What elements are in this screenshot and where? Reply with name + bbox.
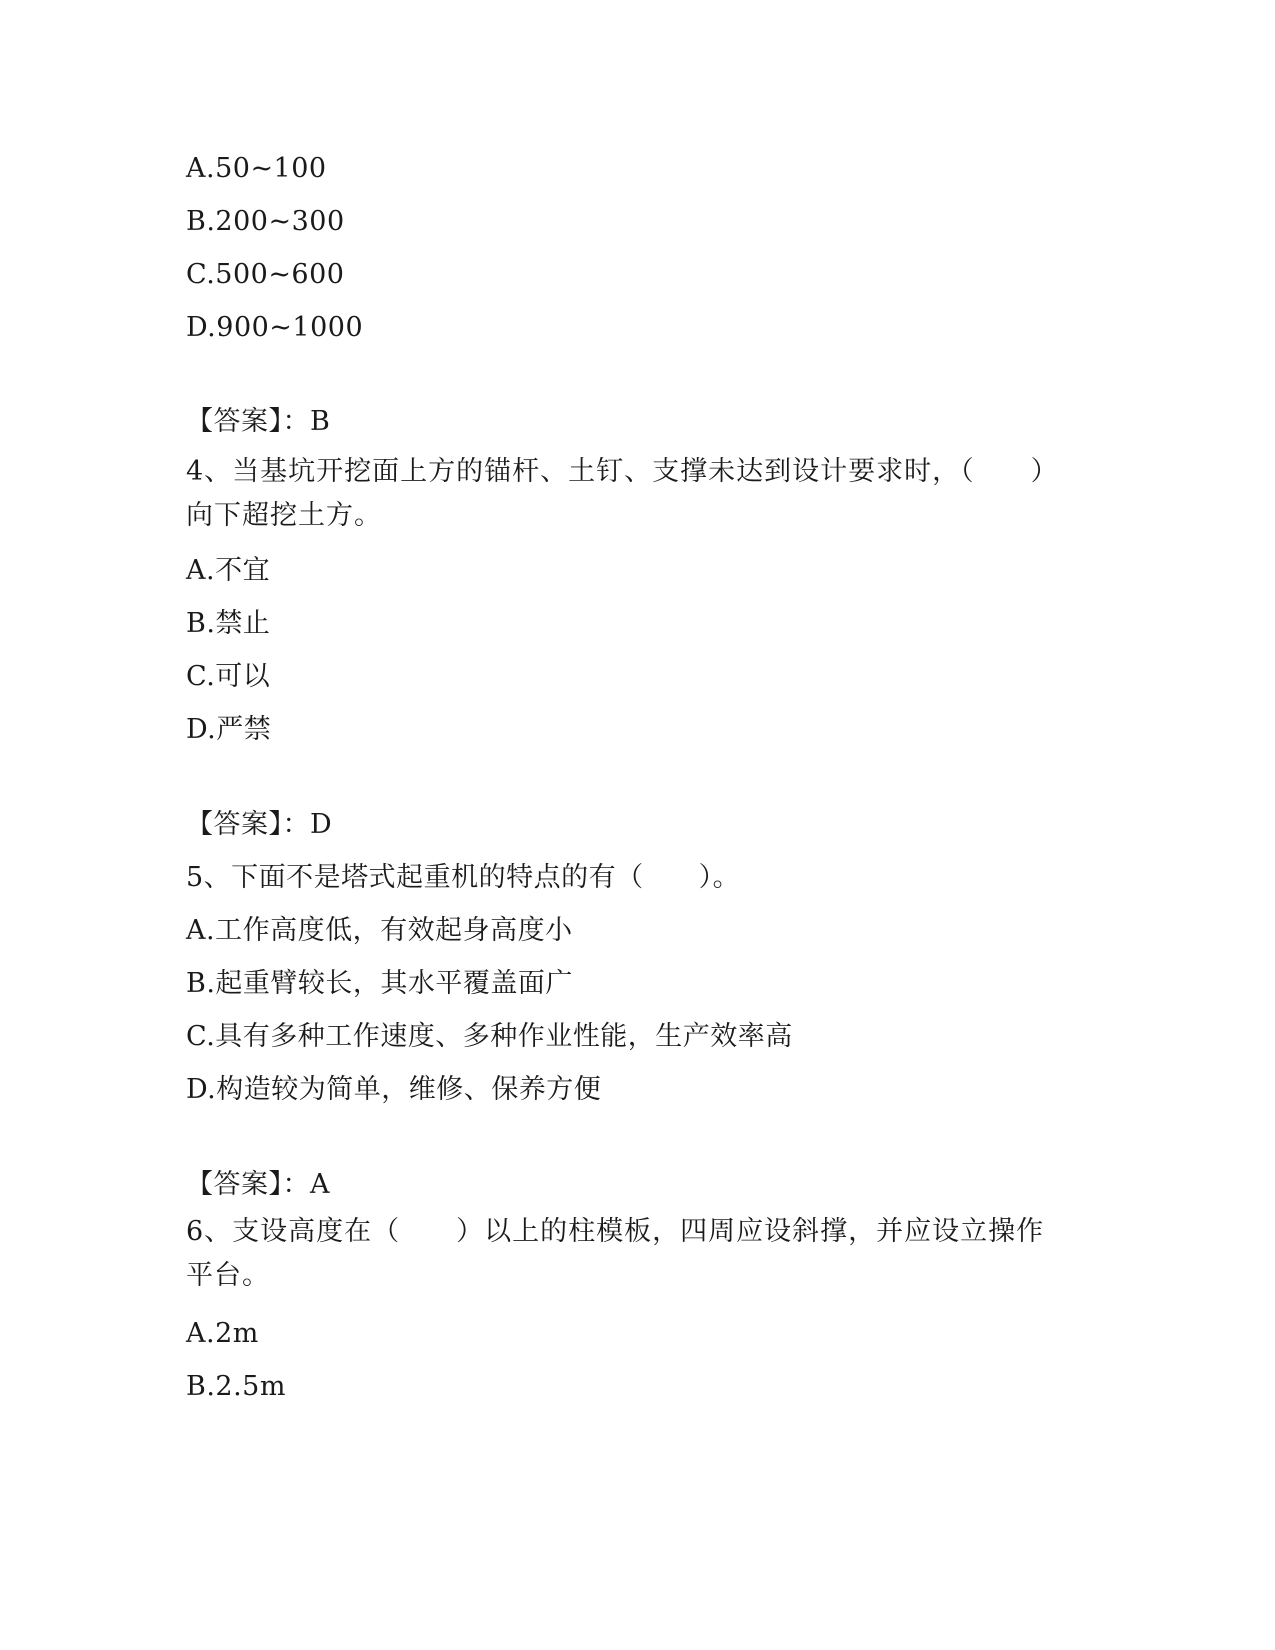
option-b: B.禁止 [186,608,271,639]
question-stem: 6、支设高度在（ ）以上的柱模板，四周应设斜撑，并应设立操作平台。 [186,1216,1045,1291]
option-c: C.500~600 [186,259,345,290]
option-b: B.2.5m [186,1371,286,1402]
option-d: D.严禁 [186,714,272,745]
option-a: A.50~100 [186,153,327,184]
answer-line: 【答案】：B [186,406,331,437]
answer-line: 【答案】：A [186,1169,330,1200]
option-a: A.不宜 [186,555,271,586]
option-d: D.构造较为简单，维修、保养方便 [186,1074,602,1105]
question-stem: 5、下面不是塔式起重机的特点的有（ ）。 [186,862,741,893]
option-c: C.具有多种工作速度、多种作业性能，生产效率高 [186,1021,793,1052]
answer-line: 【答案】：D [186,809,333,840]
option-a: A.2m [186,1318,259,1349]
option-a: A.工作高度低，有效起身高度小 [186,915,573,946]
question-stem: 4、当基坑开挖面上方的锚杆、土钉、支撑未达到设计要求时，（ ）向下超挖土方。 [186,456,1059,531]
option-b: B.起重臂较长，其水平覆盖面广 [186,968,573,999]
option-b: B.200~300 [186,206,345,237]
option-c: C.可以 [186,661,271,692]
option-d: D.900~1000 [186,312,364,343]
